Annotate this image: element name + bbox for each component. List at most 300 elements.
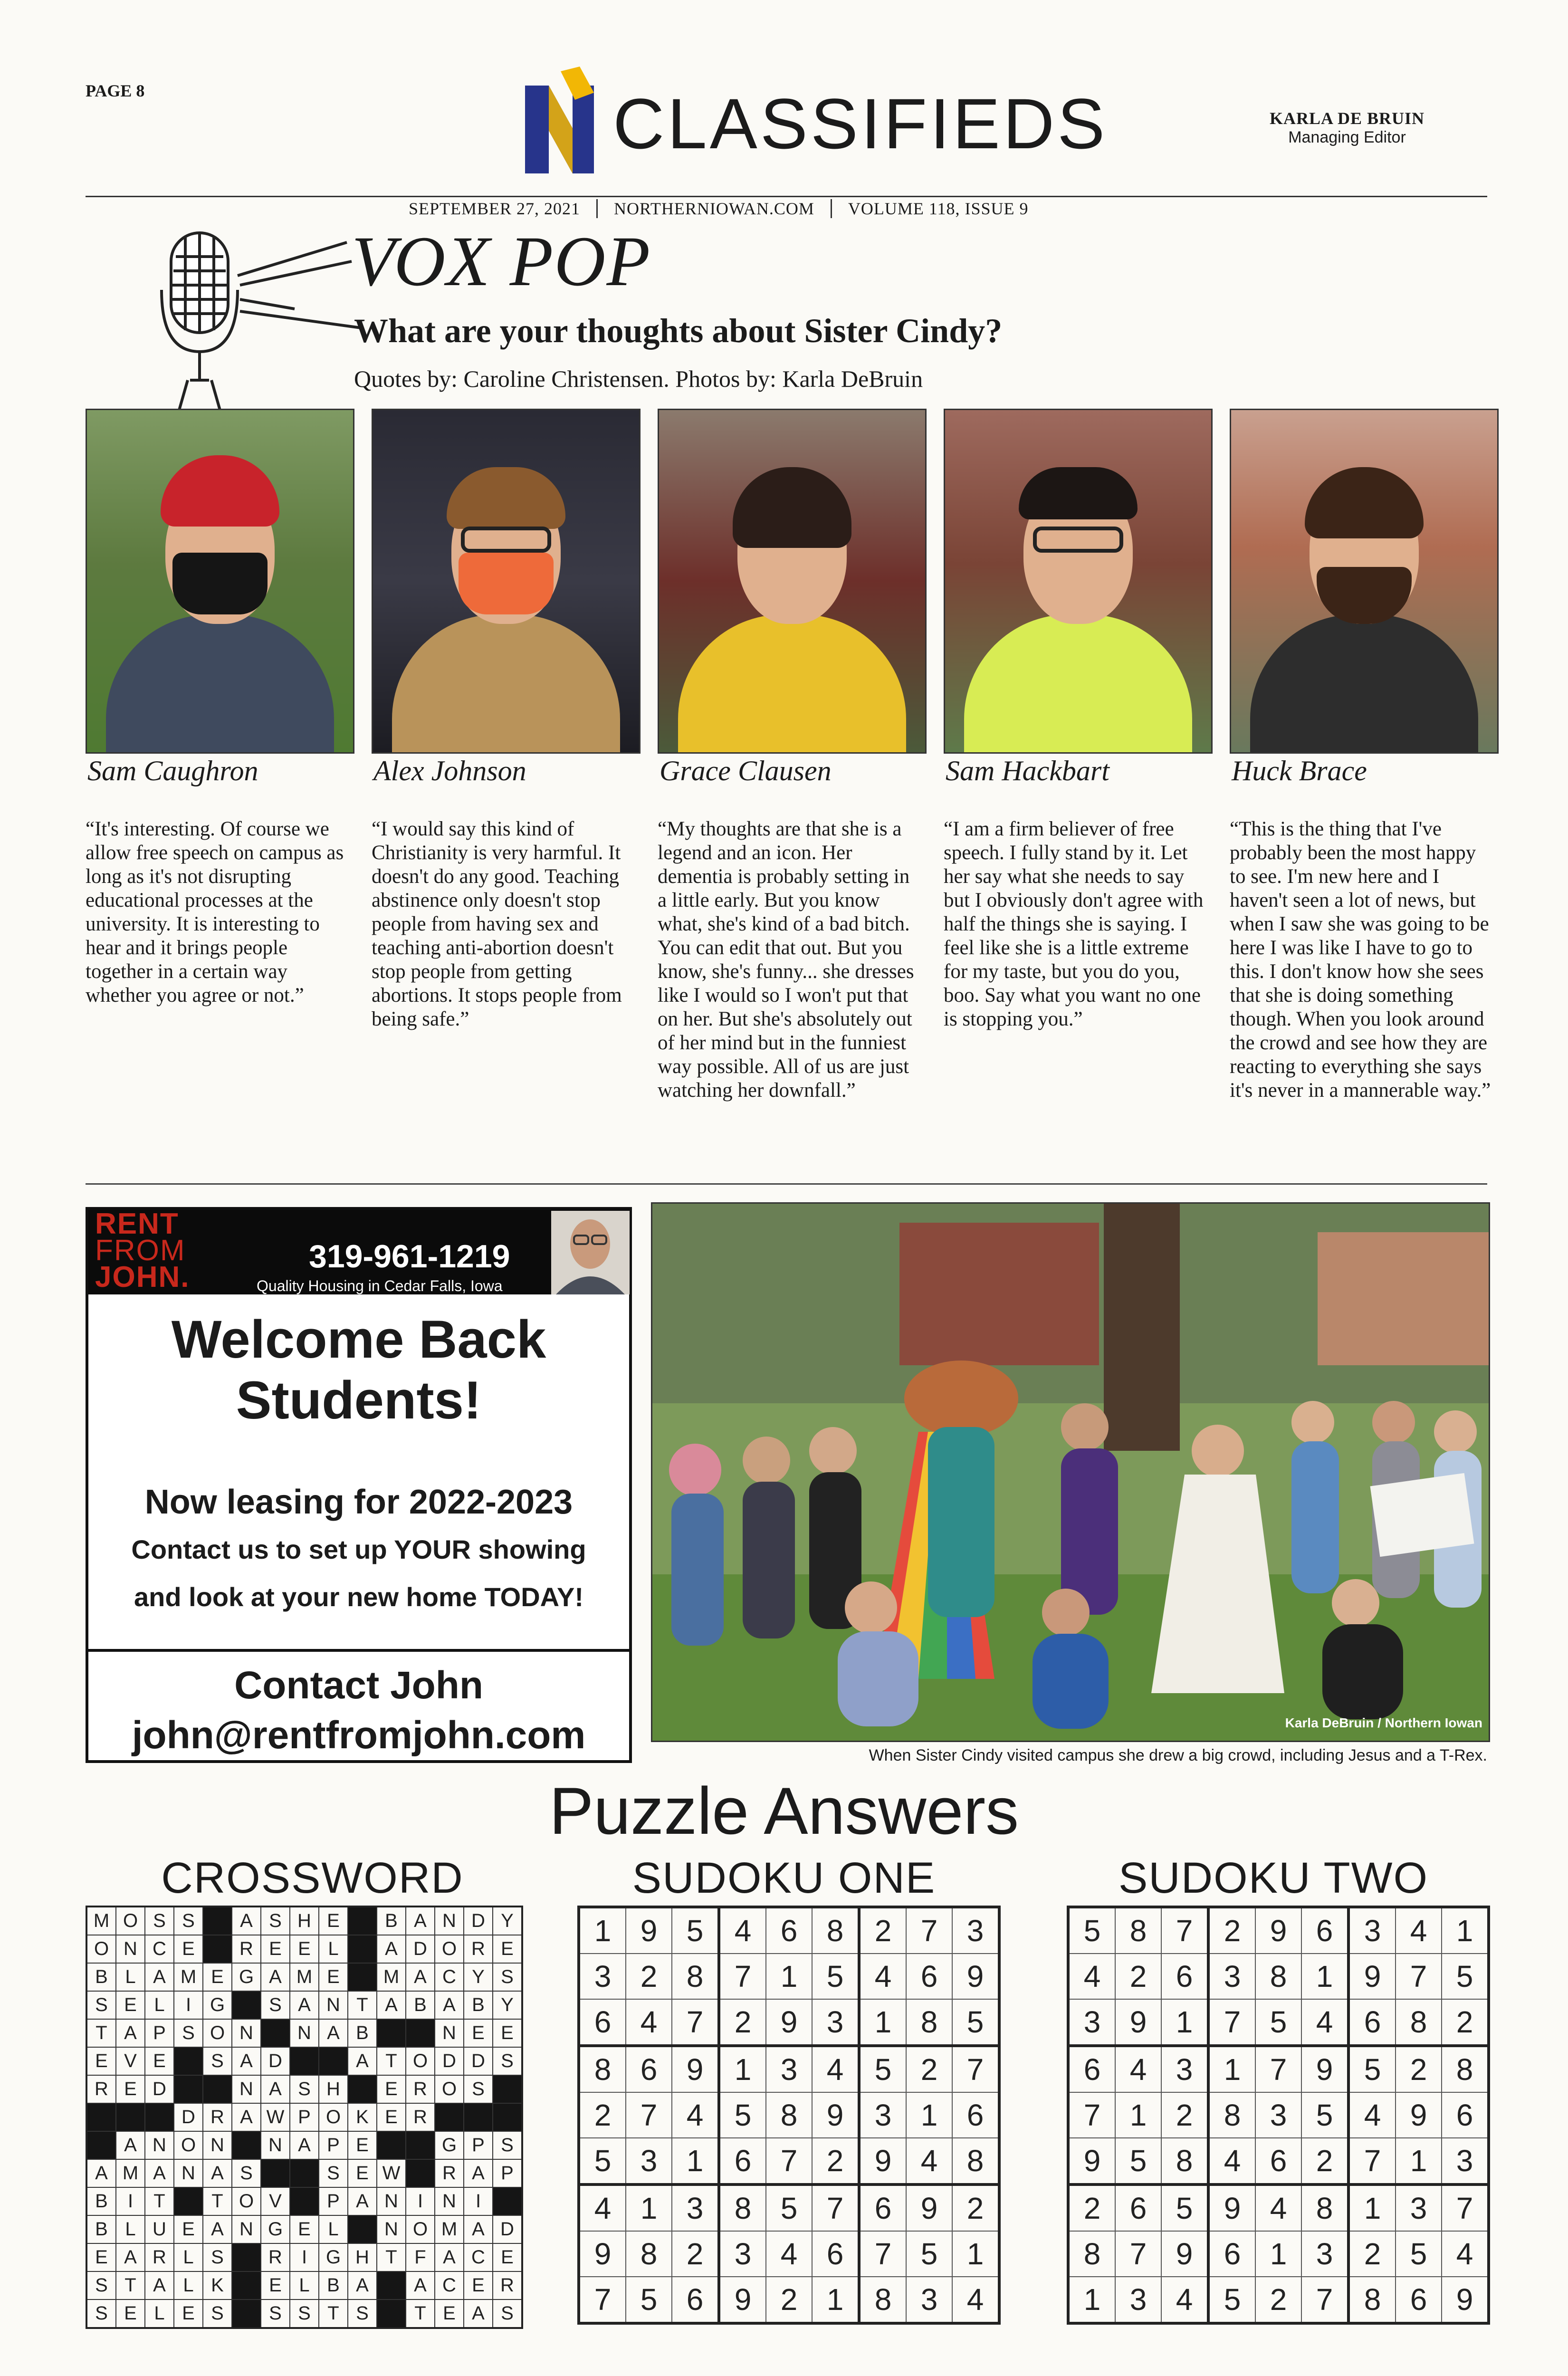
black-square (290, 2187, 319, 2215)
sudoku-cell: 3 (672, 2184, 719, 2231)
black-square (86, 2103, 116, 2131)
crossword-cell: E (319, 1963, 348, 1991)
sudoku-cell: 2 (1396, 2046, 1442, 2092)
sudoku-cell: 1 (859, 1999, 906, 2046)
crossword-cell: N (232, 2019, 261, 2047)
crossword-cell: S (493, 2131, 522, 2159)
person-quote: “I would say this kind of Christianity is very harmful. It doesn't do any good. Teaching abstinence only doesn't stop people from having sex and teaching anti-abortion doesn't stop people from getting abortions. It stops people from being safe.” (372, 818, 622, 1030)
sudoku-cell: 9 (626, 1907, 672, 1954)
black-square (145, 2103, 174, 2131)
portrait-photo-grace-clausen (658, 409, 927, 754)
sudoku-cell: 9 (1442, 2277, 1489, 2323)
crossword-cell: L (116, 2215, 145, 2243)
crossword-cell: E (261, 2271, 290, 2299)
crossword-cell: G (319, 2243, 348, 2271)
crossword-cell: C (145, 1935, 174, 1963)
grid-row (86, 2103, 522, 2131)
crossword-cell: I (464, 2187, 493, 2215)
sudoku-cell: 8 (1255, 1954, 1301, 1999)
crossword-cell: A (86, 2159, 116, 2187)
crossword-cell: I (116, 2187, 145, 2215)
crossword-cell: N (232, 2215, 261, 2243)
ad-phone-number[interactable]: 319-961-1219 (309, 1238, 510, 1274)
crossword-cell: A (232, 2103, 261, 2131)
crossword-cell: S (86, 2271, 116, 2299)
sudoku-cell: 2 (766, 2277, 812, 2323)
grid-row (1068, 2046, 1489, 2092)
crossword-cell: R (493, 2271, 522, 2299)
crossword-cell: T (406, 2299, 435, 2328)
portrait-photo-sam-caughron (86, 409, 354, 754)
crossword-cell: O (435, 1935, 464, 1963)
sudoku-cell: 4 (1208, 2138, 1255, 2184)
grid-row (579, 2092, 999, 2138)
crossword-cell: D (493, 2215, 522, 2243)
crossword-cell: R (145, 2243, 174, 2271)
crossword-cell: A (377, 1935, 406, 1963)
crossword-cell: U (145, 2215, 174, 2243)
sudoku-cell: 8 (1348, 2277, 1396, 2323)
crossword-cell: R (435, 2159, 464, 2187)
crossword-cell: C (435, 1963, 464, 1991)
black-square (232, 2299, 261, 2328)
crossword-cell: B (406, 1991, 435, 2019)
sudoku-cell: 7 (906, 1907, 952, 1954)
grid-row (86, 2243, 522, 2271)
crossword-cell: G (203, 1991, 232, 2019)
sudoku-cell: 2 (579, 2092, 626, 2138)
black-square (493, 2187, 522, 2215)
sudoku-cell: 1 (1068, 2277, 1115, 2323)
sudoku-cell: 9 (719, 2277, 766, 2323)
crossword-cell: K (348, 2103, 377, 2131)
sudoku-cell: 5 (859, 2046, 906, 2092)
photo-credit: Karla DeBruin / Northern Iowan (1285, 1715, 1482, 1730)
crossword-cell: S (464, 2075, 493, 2103)
sudoku-cell: 6 (626, 2046, 672, 2092)
crossword-cell: D (174, 2103, 203, 2131)
sudoku-cell: 3 (1396, 2184, 1442, 2231)
crossword-cell: E (348, 2131, 377, 2159)
grid-row (1068, 2092, 1489, 2138)
crossword-cell: A (290, 1991, 319, 2019)
sudoku-cell: 2 (719, 1999, 766, 2046)
sudoku-cell: 7 (859, 2231, 906, 2277)
black-square (232, 1991, 261, 2019)
crossword-cell: S (319, 2159, 348, 2187)
crossword-cell: N (290, 2019, 319, 2047)
black-square (348, 1907, 377, 1935)
black-square (174, 2047, 203, 2075)
sudoku-cell: 1 (952, 2231, 999, 2277)
black-square (290, 2159, 319, 2187)
sudoku-cell: 9 (1255, 1907, 1301, 1954)
puzzle-answers-title: Puzzle Answers (549, 1773, 1019, 1848)
black-square (261, 2019, 290, 2047)
crossword-cell: A (319, 2019, 348, 2047)
section-title: CLASSIFIEDS (613, 84, 1108, 163)
sudoku-cell: 6 (1348, 1999, 1396, 2046)
crossword-cell: N (261, 2131, 290, 2159)
page-number: PAGE 8 (86, 81, 145, 100)
crossword-cell: E (493, 2243, 522, 2271)
black-square (116, 2103, 145, 2131)
crossword-cell: N (435, 1907, 464, 1935)
ad-leasing-line: Now leasing for 2022-2023 (144, 1483, 573, 1521)
sudoku-two-grid (1067, 1906, 1490, 2325)
crossword-cell: E (464, 2271, 493, 2299)
black-square (232, 2243, 261, 2271)
crossword-cell: A (435, 1991, 464, 2019)
sudoku-cell: 8 (1442, 2046, 1489, 2092)
crossword-cell: A (464, 2159, 493, 2187)
sudoku-cell: 7 (626, 2092, 672, 2138)
crossword-cell: H (348, 2243, 377, 2271)
sudoku-cell: 5 (1068, 1907, 1115, 1954)
crossword-cell: S (261, 1991, 290, 2019)
crossword-cell: L (116, 1963, 145, 1991)
sudoku-cell: 9 (906, 2184, 952, 2231)
grid-row (579, 2046, 999, 2092)
crossword-cell: A (464, 2215, 493, 2243)
sudoku-cell: 2 (672, 2231, 719, 2277)
black-square (406, 2159, 435, 2187)
crossword-cell: E (493, 2019, 522, 2047)
black-square (377, 2299, 406, 2328)
sudoku-cell: 1 (719, 2046, 766, 2092)
editor-name: KARLA DE BRUIN (1269, 109, 1425, 128)
sudoku-cell: 5 (672, 1907, 719, 1954)
crossword-cell: A (348, 2271, 377, 2299)
crossword-grid (86, 1906, 523, 2329)
sudoku-cell: 5 (812, 1954, 859, 1999)
sudoku-cell: 8 (952, 2138, 999, 2184)
microphone-icon (143, 223, 366, 413)
crossword-cell: A (145, 2159, 174, 2187)
sudoku-cell: 9 (579, 2231, 626, 2277)
crossword-cell: E (116, 2299, 145, 2328)
sudoku-cell: 5 (579, 2138, 626, 2184)
crossword-cell: M (174, 1963, 203, 1991)
portrait-photo-alex-johnson (372, 409, 641, 754)
sudoku-cell: 9 (672, 2046, 719, 2092)
crossword-cell: R (406, 2075, 435, 2103)
crossword-cell: N (232, 2075, 261, 2103)
black-square (493, 2075, 522, 2103)
crossword-cell: A (145, 1963, 174, 1991)
crossword-cell: I (174, 1991, 203, 2019)
sudoku-cell: 7 (1301, 2277, 1348, 2323)
crossword-cell: V (261, 2187, 290, 2215)
grid-row (1068, 1907, 1489, 1954)
crossword-cell: E (261, 1935, 290, 1963)
sudoku-cell: 3 (579, 1954, 626, 1999)
crossword-cell: S (145, 1907, 174, 1935)
black-square (86, 2131, 116, 2159)
sudoku-cell: 8 (812, 1907, 859, 1954)
crossword-cell: S (493, 2299, 522, 2328)
sudoku-cell: 3 (1348, 1907, 1396, 1954)
crossword-cell: R (232, 1935, 261, 1963)
sudoku-cell: 5 (1442, 1954, 1489, 1999)
crossword-cell: B (319, 2271, 348, 2299)
ad-contact-line: Contact us to set up YOUR showing (131, 1534, 586, 1564)
sudoku-cell: 1 (579, 1907, 626, 1954)
black-square (435, 2103, 464, 2131)
crossword-cell: N (435, 2019, 464, 2047)
sudoku-cell: 5 (626, 2277, 672, 2323)
sudoku-cell: 2 (1442, 1999, 1489, 2046)
crossword-cell: S (290, 2075, 319, 2103)
crossword-cell: B (377, 1907, 406, 1935)
sudoku-cell: 3 (1208, 1954, 1255, 1999)
grid-row (1068, 1999, 1489, 2046)
crossword-cell: S (86, 1991, 116, 2019)
sudoku-cell: 2 (1255, 2277, 1301, 2323)
crossword-cell: M (86, 1907, 116, 1935)
sudoku-cell: 2 (812, 2138, 859, 2184)
sudoku-cell: 5 (906, 2231, 952, 2277)
crossword-cell: I (290, 2243, 319, 2271)
crossword-cell: D (145, 2075, 174, 2103)
sudoku-cell: 6 (859, 2184, 906, 2231)
sudoku-cell: 9 (1161, 2231, 1208, 2277)
sudoku-cell: 2 (1208, 1907, 1255, 1954)
sudoku-cell: 6 (579, 1999, 626, 2046)
crossword-cell: B (348, 2019, 377, 2047)
sudoku-cell: 1 (906, 2092, 952, 2138)
sudoku-cell: 3 (1068, 1999, 1115, 2046)
sudoku-cell: 3 (1161, 2046, 1208, 2092)
crossword-cell: A (406, 2271, 435, 2299)
crossword-cell: P (493, 2159, 522, 2187)
sudoku-cell: 9 (1208, 2184, 1255, 2231)
crossword-cell: A (406, 1963, 435, 1991)
crossword-cell: E (493, 1935, 522, 1963)
portrait-photo-sam-hackbart (944, 409, 1213, 754)
crossword-cell: N (319, 1991, 348, 2019)
black-square (406, 2131, 435, 2159)
editor-role: Managing Editor (1288, 128, 1406, 146)
sudoku-cell: 7 (1396, 1954, 1442, 1999)
black-square (232, 2271, 261, 2299)
sudoku-cell: 3 (1115, 2277, 1161, 2323)
ad-headline: Welcome Back Students! (171, 1310, 546, 1430)
crossword-cell: S (174, 1907, 203, 1935)
grid-row (1068, 2184, 1489, 2231)
grid-row (1068, 2138, 1489, 2184)
sudoku-one-grid (577, 1906, 1001, 2325)
sudoku-cell: 8 (719, 2184, 766, 2231)
crossword-cell: V (116, 2047, 145, 2075)
person-quote: “I am a firm believer of free speech. I fully stand by it. Let her say what she needs to say but I obviously don't agree with half the things she is saying. I feel like she is a little extreme for my taste, but you do you, boo. Say what you want no one is stopping you.” (944, 818, 1204, 1030)
grid-row (86, 1935, 522, 1963)
sudoku-cell: 8 (1115, 1907, 1161, 1954)
sudoku-cell: 6 (1208, 2231, 1255, 2277)
crossword-cell: T (377, 2243, 406, 2271)
photo-caption: When Sister Cindy visited campus she drew a big crowd, including Jesus and a T-Rex. (869, 1746, 1487, 1764)
sudoku-cell: 1 (1161, 1999, 1208, 2046)
sudoku-cell: 4 (1396, 1907, 1442, 1954)
crossword-cell: A (116, 2019, 145, 2047)
person-name: Grace Clausen (660, 755, 832, 786)
crossword-cell: S (261, 2299, 290, 2328)
grid-row (86, 2131, 522, 2159)
sudoku-cell: 6 (906, 1954, 952, 1999)
grid-row (579, 1954, 999, 1999)
ad-email-link[interactable]: john@rentfromjohn.com (132, 1714, 586, 1757)
sudoku-cell: 2 (1301, 2138, 1348, 2184)
grid-row (86, 2159, 522, 2187)
dateline (409, 199, 1029, 219)
grid-row (86, 2215, 522, 2243)
sudoku-cell: 4 (1161, 2277, 1208, 2323)
ad-contact-line: and look at your new home TODAY! (134, 1582, 583, 1612)
sudoku-cell: 6 (719, 2138, 766, 2184)
black-square (348, 2075, 377, 2103)
crossword-cell: E (319, 1907, 348, 1935)
crossword-cell: E (86, 2047, 116, 2075)
website-link[interactable]: NORTHERNIOWAN.COM (614, 199, 814, 218)
crossword-cell: R (406, 2103, 435, 2131)
crossword-cell: E (377, 2075, 406, 2103)
sudoku-cell: 6 (1255, 2138, 1301, 2184)
sudoku-cell: 9 (812, 2092, 859, 2138)
crossword-cell: E (377, 2103, 406, 2131)
sudoku-cell: 4 (626, 1999, 672, 2046)
crossword-cell: N (203, 2131, 232, 2159)
sudoku-cell: 9 (1348, 1954, 1396, 1999)
crossword-cell: E (86, 2243, 116, 2271)
person-name: Sam Hackbart (946, 755, 1109, 786)
crossword-cell: S (348, 2299, 377, 2328)
crossword-cell: S (203, 2299, 232, 2328)
sudoku-cell: 1 (1115, 2092, 1161, 2138)
crossword-cell: O (406, 2047, 435, 2075)
crossword-cell: W (261, 2103, 290, 2131)
crossword-cell: T (348, 1991, 377, 2019)
sudoku-cell: 1 (1396, 2138, 1442, 2184)
crossword-cell: N (435, 2187, 464, 2215)
sudoku-cell: 5 (1348, 2046, 1396, 2092)
sudoku-cell: 5 (1115, 2138, 1161, 2184)
crossword-cell: A (145, 2271, 174, 2299)
sudoku-cell: 6 (766, 1907, 812, 1954)
crossword-cell: M (377, 1963, 406, 1991)
crossword-cell: E (203, 1963, 232, 1991)
sudoku-cell: 4 (859, 1954, 906, 1999)
crossword-cell: E (174, 2215, 203, 2243)
black-square (203, 2075, 232, 2103)
crossword-cell: C (435, 2271, 464, 2299)
crossword-cell: S (203, 2047, 232, 2075)
grid-row (579, 2184, 999, 2231)
sudoku-cell: 4 (1348, 2092, 1396, 2138)
crossword-cell: K (203, 2271, 232, 2299)
sudoku-cell: 5 (1208, 2277, 1255, 2323)
sudoku-cell: 6 (1396, 2277, 1442, 2323)
sudoku-cell: 2 (952, 2184, 999, 2231)
crossword-cell: E (174, 1935, 203, 1963)
crossword-cell: R (203, 2103, 232, 2131)
grid-row (579, 2231, 999, 2277)
sudoku-cell: 3 (1301, 2231, 1348, 2277)
crossword-cell: Y (464, 1963, 493, 1991)
sudoku-cell: 4 (812, 2046, 859, 2092)
sudoku-cell: 6 (1161, 1954, 1208, 1999)
sudoku-cell: 6 (1301, 1907, 1348, 1954)
grid-row (86, 2187, 522, 2215)
crossword-cell: E (290, 2215, 319, 2243)
sudoku-cell: 4 (952, 2277, 999, 2323)
crossword-cell: S (493, 1963, 522, 1991)
crossword-cell: A (203, 2215, 232, 2243)
crossword-cell: A (348, 2047, 377, 2075)
sudoku-cell: 8 (1161, 2138, 1208, 2184)
black-square (377, 2019, 406, 2047)
sudoku-cell: 3 (859, 2092, 906, 2138)
person-quote: “My thoughts are that she is a legend and an icon. Her dementia is probably setting in a little early. But you know what, she's kind of a bad bitch. You can edit that out. But you know, she's funny... she dresses like I would so I won't put that on her. But she's absolutely out of her mind but in the funniest way possible. All of us are just watching her downfall.” (658, 818, 914, 1102)
grid-row (86, 2271, 522, 2299)
grid-row (579, 2277, 999, 2323)
person-quote: “It's interesting. Of course we allow free speech on campus as long as it's not disrupting educational processes at the university. It is interesting to hear and it brings people together in a certain way whether you agree or not.” (86, 818, 344, 1006)
sudoku-cell: 4 (906, 2138, 952, 2184)
crossword-cell: O (232, 2187, 261, 2215)
crossword-cell: O (406, 2215, 435, 2243)
crossword-cell: S (493, 2047, 522, 2075)
sudoku-cell: 8 (1068, 2231, 1115, 2277)
sudoku-cell: 5 (952, 1999, 999, 2046)
vox-pop-credits: Quotes by: Caroline Christensen. Photos by: Karla DeBruin (354, 365, 923, 392)
black-square (174, 2075, 203, 2103)
sudoku-cell: 6 (1068, 2046, 1115, 2092)
crossword-cell: R (86, 2075, 116, 2103)
sudoku-cell: 3 (719, 2231, 766, 2277)
person-name: Sam Caughron (87, 755, 258, 786)
crossword-cell: A (261, 1963, 290, 1991)
sudoku-cell: 8 (906, 1999, 952, 2046)
crossword-cell: N (377, 2215, 406, 2243)
header-rule (86, 196, 1487, 197)
black-square (174, 2187, 203, 2215)
sudoku-cell: 6 (1442, 2092, 1489, 2138)
crossword-cell: I (406, 2187, 435, 2215)
sudoku-cell: 7 (579, 2277, 626, 2323)
crossword-cell: O (116, 1907, 145, 1935)
crossword-cell: L (174, 2271, 203, 2299)
ad-divider (88, 1649, 629, 1652)
grid-row (579, 2138, 999, 2184)
crossword-cell: Y (493, 1907, 522, 1935)
sudoku-cell: 8 (1208, 2092, 1255, 2138)
crossword-cell: E (290, 1935, 319, 1963)
crossword-cell: A (203, 2159, 232, 2187)
grid-row (579, 1907, 999, 1954)
sudoku-cell: 7 (1115, 2231, 1161, 2277)
sudoku-cell: 1 (766, 1954, 812, 1999)
crossword-cell: A (464, 2299, 493, 2328)
black-square (348, 2215, 377, 2243)
crossword-cell: O (203, 2019, 232, 2047)
sudoku-cell: 1 (1208, 2046, 1255, 2092)
crossword-cell: A (116, 2243, 145, 2271)
sudoku-cell: 3 (812, 1999, 859, 2046)
crossword-cell: B (464, 1991, 493, 2019)
sudoku-cell: 2 (1068, 2184, 1115, 2231)
crowd-photo (651, 1202, 1490, 1742)
sudoku-cell: 9 (859, 2138, 906, 2184)
crossword-cell: N (377, 2187, 406, 2215)
